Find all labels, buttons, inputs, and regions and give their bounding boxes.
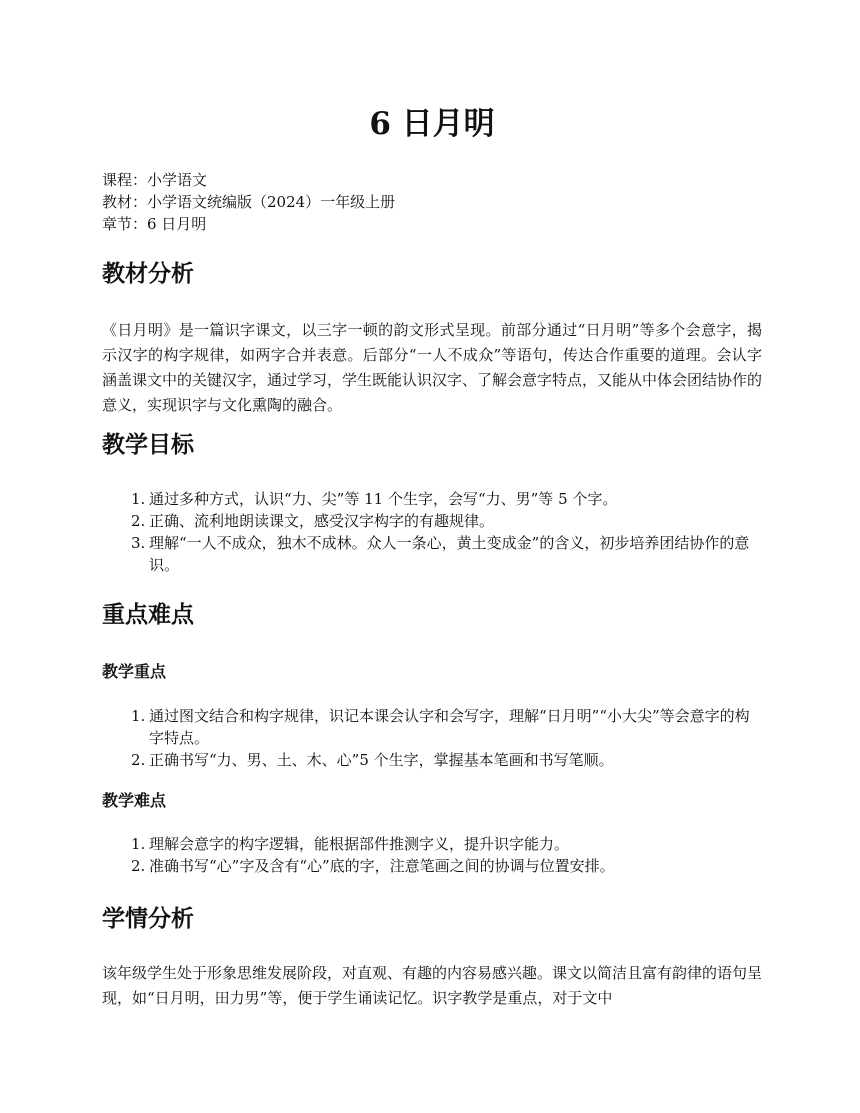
meta-chapter: 章节：6 日月明	[102, 215, 207, 233]
list-item-text: 正确书写“力、男、土、木、心”5 个生字，掌握基本笔画和书写笔顺。	[149, 751, 614, 769]
subheading-difficulty: 教学难点	[102, 791, 167, 810]
list-number: 2.	[131, 857, 146, 875]
list-item	[102, 855, 762, 877]
list-item	[102, 705, 762, 749]
section-heading-analysis: 教材分析	[102, 260, 194, 287]
students-paragraph: 该年级学生处于形象思维发展阶段，对直观、有趣的内容易感兴趣。课文以简洁且富有韵律的语句呈现，如“日月明，田力男”等，便于学生诵读记忆。识字教学是重点，对于文中	[102, 964, 763, 1007]
list-number: 2.	[131, 751, 146, 769]
list-item-text: 正确、流利地朗读课文，感受汉字构字的有趣规律。	[149, 512, 495, 530]
list-item-text: 通过多种方式，认识“力、尖”等 11 个生字，会写“力、男”等 5 个字。	[149, 490, 618, 508]
analysis-paragraph: 《日月明》是一篇识字课文，以三字一顿的韵文形式呈现。前部分通过“日月明”等多个会意字，揭示汉字的构字规律，如两字合并表意。后部分“一人不成众”等语句，传达合作重要的道理。会认字涵盖课文中的关键汉字，通过学习，学生既能认识汉字、了解会意字特点，又能从中体会团结协作的意义，实现识字与文化熏陶的融合。	[102, 321, 763, 414]
list-number: 1.	[131, 490, 146, 508]
list-item-text: 理解“一人不成众，独木不成林。众人一条心，黄土变成金”的含义，初步培养团结协作的意识。	[149, 534, 750, 574]
difficulty-list	[102, 833, 762, 877]
focus-list	[102, 705, 762, 771]
list-item	[102, 510, 762, 532]
meta-course: 课程：小学语文	[102, 171, 208, 189]
list-number: 3.	[131, 534, 146, 552]
list-item	[102, 749, 762, 771]
list-number: 1.	[131, 707, 146, 725]
list-item	[102, 532, 762, 576]
section-heading-keypoints: 重点难点	[102, 601, 194, 628]
list-item	[102, 833, 762, 855]
section-heading-students: 学情分析	[102, 905, 194, 932]
meta-textbook: 教材：小学语文统编版（2024）一年级上册	[102, 193, 396, 211]
subheading-focus: 教学重点	[102, 662, 167, 681]
page-title: 6 日月明	[369, 106, 495, 142]
goals-list	[102, 488, 762, 576]
section-heading-goals: 教学目标	[102, 431, 194, 458]
list-item-text: 准确书写“心”字及含有“心”底的字，注意笔画之间的协调与位置安排。	[149, 857, 615, 875]
list-number: 1.	[131, 835, 146, 853]
list-item-text: 理解会意字的构字逻辑，能根据部件推测字义，提升识字能力。	[149, 835, 570, 853]
meta-info	[102, 169, 395, 235]
list-number: 2.	[131, 512, 146, 530]
list-item	[102, 488, 762, 510]
list-item-text: 通过图文结合和构字规律，识记本课会认字和会写字，理解“日月明”“小大尖”等会意字的构字特点。	[149, 707, 750, 747]
